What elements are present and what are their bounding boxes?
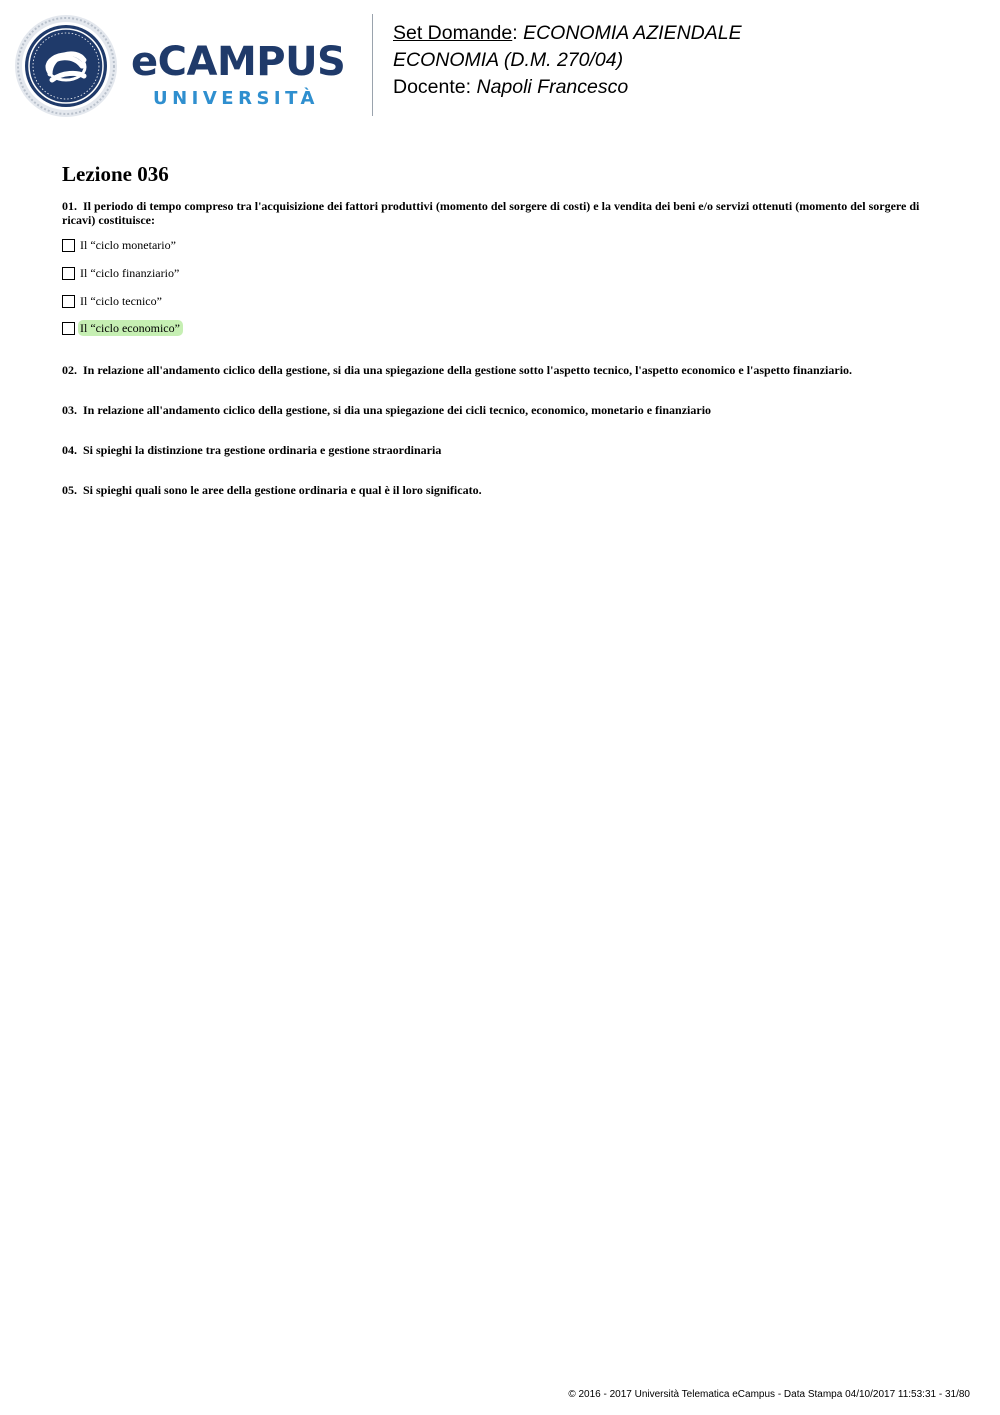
degree-line [393, 47, 973, 74]
question-number: 05. [62, 483, 77, 497]
question-text: Si spieghi la distinzione tra gestione ordinaria e gestione straordinaria [83, 443, 442, 457]
question-number: 02. [62, 363, 77, 377]
answer-checkbox[interactable] [62, 267, 75, 280]
set-label: Set Domande [393, 22, 513, 44]
question-03 [62, 403, 928, 417]
answer-option-correct[interactable] [62, 320, 183, 336]
answer-label: Il “ciclo tecnico” [80, 294, 162, 308]
set-colon: : [512, 22, 524, 44]
question-text: Si spieghi quali sono le aree della gestione ordinaria e qual è il loro significato. [83, 483, 482, 497]
question-text: In relazione all'andamento ciclico della gestione, si dia una spiegazione dei cicli tecnico, economico, monetario e finanziario [83, 403, 712, 417]
question-02 [62, 363, 928, 377]
brand-name: eCAMPUS [131, 39, 346, 85]
answer-option[interactable] [62, 293, 165, 309]
set-line [393, 20, 973, 47]
answer-option[interactable] [62, 237, 179, 253]
question-number: 04. [62, 443, 77, 457]
brand-subtitle: UNIVERSITÀ [153, 88, 319, 109]
teacher-colon: : [465, 76, 477, 98]
question-05 [62, 483, 928, 497]
answer-option[interactable] [62, 265, 182, 281]
page-footer: © 2016 - 2017 Università Telematica eCampus - Data Stampa 04/10/2017 11:53:31 - 31/80 [568, 1389, 970, 1400]
question-text: Il periodo di tempo compreso tra l'acquisizione dei fattori produttivi (momento del sorgere di costi) e la vendita dei beni e/o servizi ottenuti (momento del sorgere di ricavi) costituisce: [62, 199, 920, 227]
answer-checkbox[interactable] [62, 322, 75, 335]
teacher-label: Docente [393, 76, 466, 98]
course-name: ECONOMIA AZIENDALE [523, 22, 742, 44]
question-number: 01. [62, 199, 77, 213]
header-info [393, 20, 973, 101]
ecampus-logo [14, 14, 359, 118]
correct-answer-label: Il “ciclo economico” [78, 320, 183, 336]
answer-checkbox[interactable] [62, 295, 75, 308]
question-text: In relazione all'andamento ciclico della gestione, si dia una spiegazione della gestione sotto l'aspetto tecnico, l'aspetto economico e l'aspetto finanziario. [83, 363, 853, 377]
answer-checkbox[interactable] [62, 239, 75, 252]
degree-name: ECONOMIA (D.M. 270/04) [393, 49, 624, 71]
brand-wordmark [131, 38, 371, 108]
answer-label: Il “ciclo monetario” [80, 238, 176, 252]
answer-label: Il “ciclo finanziario” [80, 266, 180, 280]
university-seal-icon [14, 14, 118, 118]
header-divider [372, 14, 373, 116]
question-number: 03. [62, 403, 77, 417]
question-01 [62, 199, 928, 227]
question-04 [62, 443, 928, 457]
teacher-name: Napoli Francesco [476, 76, 629, 98]
lesson-title: Lezione 036 [62, 162, 169, 186]
teacher-line [393, 74, 973, 101]
